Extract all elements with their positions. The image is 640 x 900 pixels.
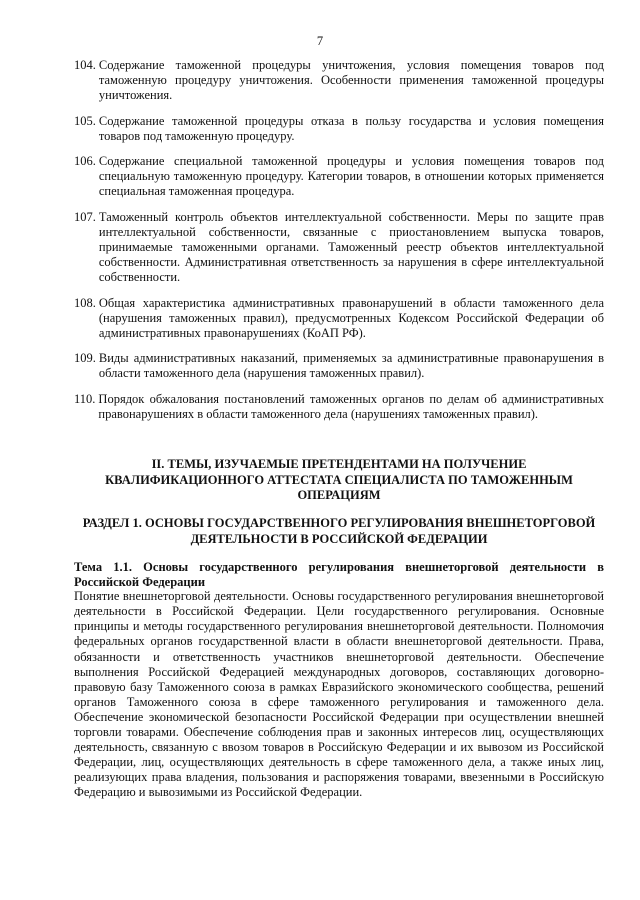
list-item-text: Содержание таможенной процедуры уничтожения, условия помещения товаров под таможенную процедуру уничтожения. Особенности применения таможенной процедуры уничтожения.: [98, 58, 604, 103]
list-item-text: Виды административных наказаний, применяемых за административные правонарушения в области таможенного дела (нарушения таможенных правил).: [98, 351, 604, 381]
numbered-list: [74, 58, 604, 432]
topic-body: Понятие внешнеторговой деятельности. Основы государственного регулирования внешнеторговой деятельности в Российской Федерации. Цели государственного регулирования. Основные принципы и методы государственного регулирования внешнеторговой деятельности. Полномочия федеральных органов государственной власти в области внешнеторговой деятельности. Права, обязанности и ответственность участников внешнеторговой деятельности. Обеспечение выполнения Российской Федерацией международных договоров, составляющих договорно-правовую базу Таможенного союза в рамках Евразийского экономического сообщества, решений органов Таможенного союза в сфере таможенного регулирования и таможенного дела. Обеспечение экономической безопасности Российской Федерации при осуществлении внешней торговли товарами. Обеспечение соблюдения прав и законных интересов лиц, осуществляющих деятельность, связанную с ввозом товаров в Российскую Федерации и их вывозом из Российской Федерации, лиц, осуществляющих деятельность в сфере таможенного дела, а также иных лиц, реализующих права владения, пользования и распоряжения товарами, ввезенными в Российскую Федерацию и вывозимыми из Российской Федерации.: [74, 589, 604, 800]
list-item-text: Общая характеристика административных правонарушений в области таможенного дела (нарушения таможенных правил), предусмотренных Кодексом Российской Федерации об административных правонарушениях (КоАП РФ).: [98, 295, 604, 341]
list-item-text: Порядок обжалования постановлений таможенных органов по делам об административных правонарушениях в области таможенного дела (нарушениях таможенных правил).: [98, 391, 604, 421]
list-item-text: Содержание таможенной процедуры отказа в пользу государства и условия помещения товаров под таможенную процедуру.: [98, 113, 604, 143]
list-item: [74, 114, 604, 144]
page-number: 7: [316, 34, 324, 48]
list-item: [74, 210, 604, 286]
list-item: [74, 154, 604, 200]
topic-block: [74, 560, 604, 801]
list-item: [74, 392, 604, 422]
section-heading: II. ТЕМЫ, ИЗУЧАЕМЫЕ ПРЕТЕНДЕНТАМИ НА ПОЛУЧЕНИЕ КВАЛИФИКАЦИОННОГО АТТЕСТАТА СПЕЦИАЛИСТА ПО ТАМОЖЕННЫМ ОПЕРАЦИЯМ: [105, 457, 573, 502]
list-item: [74, 296, 604, 342]
list-item-number: 106.: [74, 154, 96, 169]
list-item-number: 107.: [74, 209, 96, 224]
list-item-number: 110.: [74, 391, 96, 406]
list-item-number: 105.: [74, 113, 96, 128]
list-item-text: Содержание специальной таможенной процедуры и условия помещения товаров под специальную таможенную процедуру. Категории товаров, в отношении которых применяется специальная таможенная процедура.: [98, 154, 604, 199]
list-item-number: 109.: [74, 351, 96, 366]
list-item-text: Таможенный контроль объектов интеллектуальной собственности. Меры по защите прав интеллектуальной собственности, связанные с приостановлением выпуска товаров, принимаемые таможенными органами. Таможенный реестр объектов интеллектуальной собственности. Административная ответственность за нарушения в сфере интеллектуальной собственности.: [98, 209, 604, 285]
list-item-number: 104.: [74, 58, 96, 72]
list-item: [74, 58, 604, 104]
list-item-number: 108.: [74, 295, 96, 310]
list-item: [74, 351, 604, 381]
topic-title: Тема 1.1. Основы государственного регулирования внешнеторговой деятельности в Российской Федерации: [74, 560, 604, 589]
subsection-heading: РАЗДЕЛ 1. ОСНОВЫ ГОСУДАРСТВЕННОГО РЕГУЛИРОВАНИЯ ВНЕШНЕТОРГОВОЙ ДЕЯТЕЛЬНОСТИ В РОССИЙСКОЙ ФЕДЕРАЦИИ: [82, 516, 596, 546]
